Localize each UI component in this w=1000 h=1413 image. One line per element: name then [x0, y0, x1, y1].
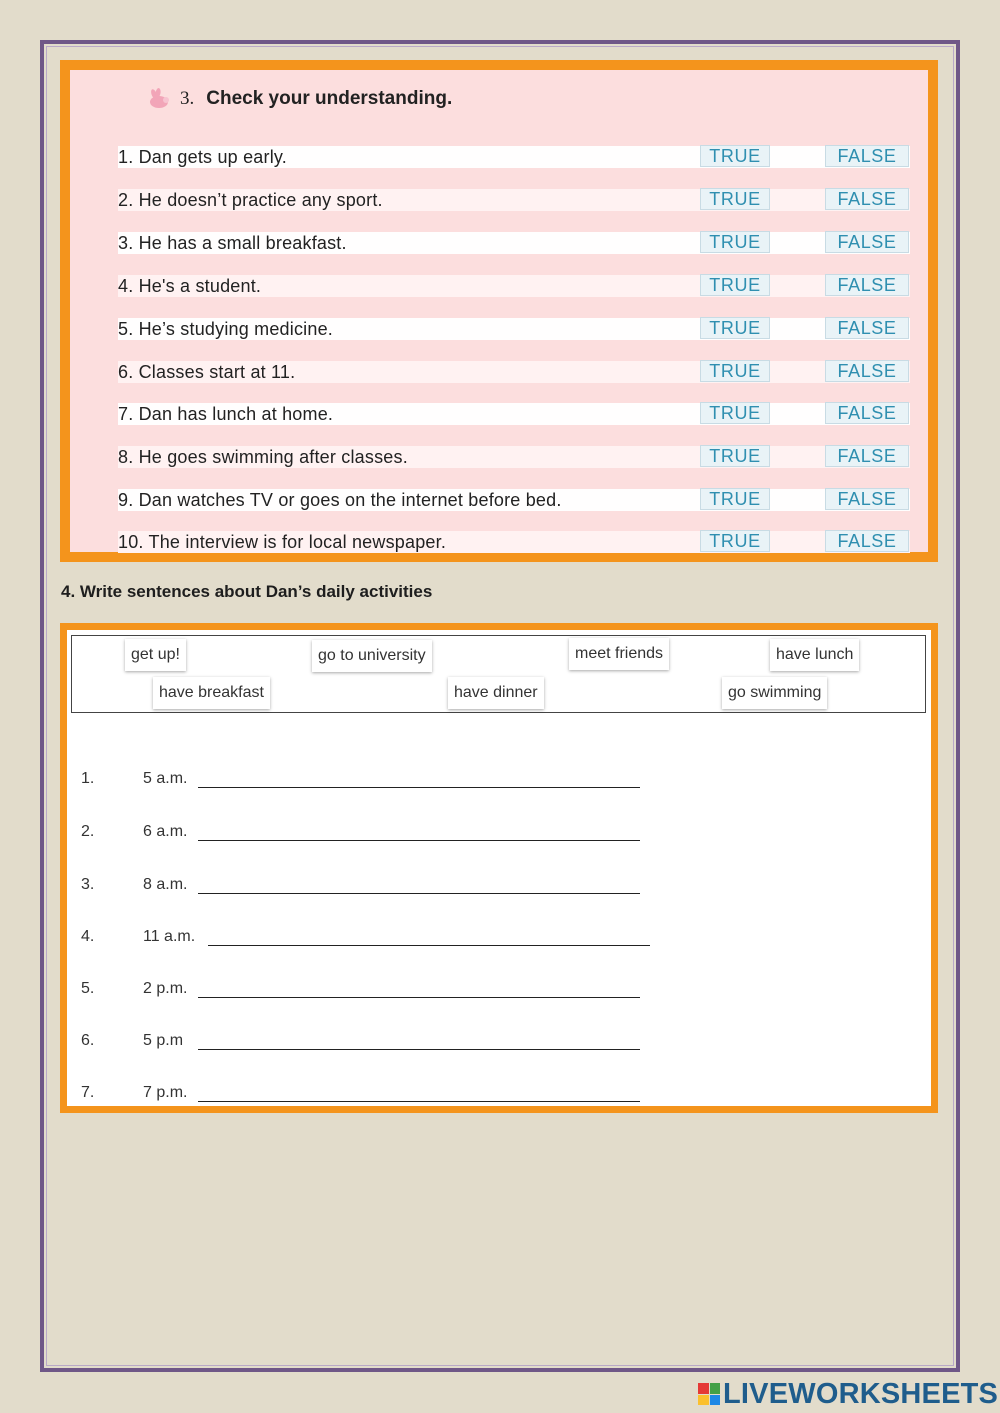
answer-row [67, 766, 927, 790]
true-false-panel [60, 60, 938, 562]
item-number: 3. [81, 876, 95, 893]
statement-row [118, 403, 910, 425]
statement-row [118, 531, 910, 553]
statement-row [118, 275, 910, 297]
liveworksheets-logo[interactable] [698, 1378, 998, 1410]
statement-text: 7. Dan has lunch at home. [118, 403, 334, 424]
true-button[interactable]: TRUE [700, 360, 770, 382]
answer-line[interactable] [198, 1101, 640, 1102]
statement-text: 5. He’s studying medicine. [118, 318, 333, 339]
false-button[interactable]: FALSE [825, 445, 909, 467]
statement-row [118, 232, 910, 254]
answer-row [67, 1080, 927, 1104]
answer-row [67, 924, 927, 948]
answer-row [67, 976, 927, 1000]
false-button[interactable]: FALSE [825, 530, 909, 552]
statement-row [118, 318, 910, 340]
word-chip[interactable]: have breakfast [153, 677, 270, 709]
answer-line[interactable] [198, 997, 640, 998]
section3-heading [146, 84, 452, 114]
item-time: 7 p.m. [143, 1084, 188, 1101]
item-number: 7. [81, 1084, 95, 1101]
item-time: 5 p.m [143, 1032, 184, 1049]
statement-row [118, 489, 910, 511]
bunny-icon [146, 88, 172, 110]
item-number: 6. [81, 1032, 95, 1049]
true-button[interactable]: TRUE [700, 530, 770, 552]
statement-text: 3. He has a small breakfast. [118, 232, 347, 253]
item-number: 5. [81, 980, 95, 997]
answer-row [67, 872, 927, 896]
logo-grid-icon [698, 1383, 720, 1405]
answer-line[interactable] [198, 893, 640, 894]
word-chip[interactable]: go swimming [722, 677, 827, 709]
statement-text: 9. Dan watches TV or goes on the internet before bed. [118, 489, 562, 510]
answer-line[interactable] [198, 787, 640, 788]
statement-text: 6. Classes start at 11. [118, 361, 296, 382]
true-button[interactable]: TRUE [700, 445, 770, 467]
false-button[interactable]: FALSE [825, 360, 909, 382]
item-time: 11 a.m. [143, 928, 196, 945]
statement-text: 4. He's a student. [118, 275, 262, 296]
false-button[interactable]: FALSE [825, 488, 909, 510]
statement-row [118, 446, 910, 468]
write-sentences-panel [60, 623, 938, 1113]
item-time: 5 a.m. [143, 770, 188, 787]
true-button[interactable]: TRUE [700, 488, 770, 510]
true-button[interactable]: TRUE [700, 402, 770, 424]
answer-line[interactable] [198, 840, 640, 841]
answer-row [67, 1028, 927, 1052]
answer-line[interactable] [208, 945, 650, 946]
logo-text: LIVEWORKSHEETS [723, 1377, 999, 1410]
word-chip[interactable]: have lunch [770, 639, 859, 671]
statement-text: 8. He goes swimming after classes. [118, 446, 408, 467]
item-time: 6 a.m. [143, 823, 188, 840]
section3-number: 3. [180, 88, 195, 109]
answer-line[interactable] [198, 1049, 640, 1050]
statement-row [118, 361, 910, 383]
word-chip[interactable]: have dinner [448, 677, 544, 709]
false-button[interactable]: FALSE [825, 317, 909, 339]
word-bank [71, 635, 926, 713]
false-button[interactable]: FALSE [825, 402, 909, 424]
true-button[interactable]: TRUE [700, 231, 770, 253]
true-button[interactable]: TRUE [700, 317, 770, 339]
false-button[interactable]: FALSE [825, 274, 909, 296]
section4-title: 4. Write sentences about Dan’s daily activities [61, 582, 433, 601]
true-button[interactable]: TRUE [700, 274, 770, 296]
statement-text: 2. He doesn’t practice any sport. [118, 189, 383, 210]
statement-row [118, 189, 910, 211]
item-number: 1. [81, 770, 95, 787]
statement-text: 1. Dan gets up early. [118, 146, 287, 167]
true-button[interactable]: TRUE [700, 188, 770, 210]
section3-title: Check your understanding. [206, 88, 453, 109]
false-button[interactable]: FALSE [825, 188, 909, 210]
true-button[interactable]: TRUE [700, 145, 770, 167]
item-time: 8 a.m. [143, 876, 188, 893]
statement-row [118, 146, 910, 168]
statement-text: 10. The interview is for local newspaper. [118, 531, 447, 552]
answer-row [67, 819, 927, 843]
item-number: 2. [81, 823, 95, 840]
word-chip[interactable]: go to university [312, 640, 432, 672]
word-chip[interactable]: get up! [125, 639, 186, 671]
false-button[interactable]: FALSE [825, 145, 909, 167]
item-time: 2 p.m. [143, 980, 188, 997]
word-chip[interactable]: meet friends [569, 638, 669, 670]
false-button[interactable]: FALSE [825, 231, 909, 253]
item-number: 4. [81, 928, 95, 945]
